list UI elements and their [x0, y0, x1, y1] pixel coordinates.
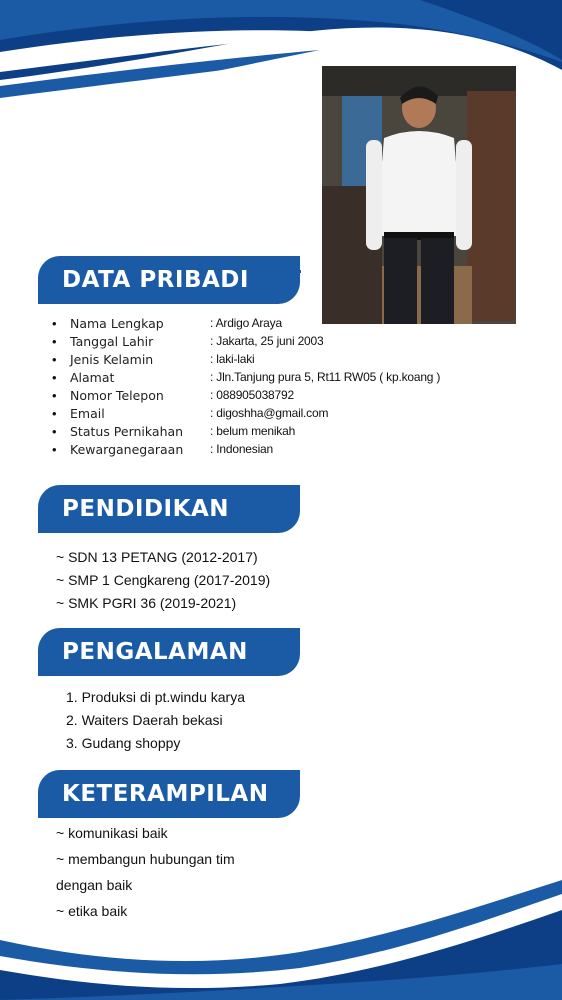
info-row: [52, 368, 532, 386]
list-item: dengan baik: [56, 877, 133, 893]
bullet-icon: •: [52, 405, 57, 421]
info-label: Jenis Kelamin: [70, 351, 154, 367]
bottom-wave-decoration: [0, 860, 562, 1000]
list-item: ~ komunikasi baik: [56, 825, 168, 841]
info-value: : 088905038792: [210, 388, 294, 402]
section-title: KETERAMPILAN: [62, 781, 269, 807]
info-row: [52, 422, 532, 440]
section-title: PENDIDIKAN: [62, 496, 229, 522]
info-label: Kewarganegaraan: [70, 441, 184, 457]
list-item: 3. Gudang shoppy: [66, 735, 181, 751]
section-title: DATA PRIBADI: [62, 267, 249, 293]
info-row: [52, 440, 532, 458]
education-list: [56, 546, 270, 615]
info-value: : Indonesian: [210, 442, 273, 456]
info-value: : laki-laki: [210, 352, 255, 366]
info-label: Status Pernikahan: [70, 423, 184, 439]
section-header-data-pribadi: [38, 256, 300, 304]
info-value: : digoshha@gmail.com: [210, 406, 329, 420]
list-item: ~ etika baik: [56, 903, 128, 919]
info-row: [52, 386, 532, 404]
info-row: [52, 404, 532, 422]
list-item: 2. Waiters Daerah bekasi: [66, 712, 223, 728]
personal-info-list: [52, 314, 532, 458]
bullet-icon: •: [52, 351, 57, 367]
info-value: : belum menikah: [210, 424, 296, 438]
bullet-icon: •: [52, 315, 57, 331]
section-title: PENGALAMAN: [62, 639, 248, 665]
info-label: Alamat: [70, 369, 115, 385]
list-item: ~ SDN 13 PETANG (2012-2017): [56, 549, 258, 565]
section-header-keterampilan: [38, 770, 300, 818]
info-row: [52, 332, 532, 350]
bullet-icon: •: [52, 387, 57, 403]
info-label: Tanggal Lahir: [70, 333, 154, 349]
info-label: Nomor Telepon: [70, 387, 164, 403]
info-label: Email: [70, 405, 105, 421]
bullet-icon: •: [52, 369, 57, 385]
section-header-pendidikan: [38, 485, 300, 533]
info-value: : Jakarta, 25 juni 2003: [210, 334, 324, 348]
bullet-icon: •: [52, 333, 57, 349]
list-item: 1. Produksi di pt.windu karya: [66, 689, 245, 705]
section-header-pengalaman: [38, 628, 300, 676]
info-row: [52, 350, 532, 368]
experience-list: [66, 686, 245, 755]
info-value: : Jln.Tanjung pura 5, Rt11 RW05 ( kp.koang ): [210, 370, 441, 384]
list-item: ~ SMP 1 Cengkareng (2017-2019): [56, 572, 271, 588]
list-item: ~ membangun hubungan tim: [56, 851, 235, 867]
info-row: [52, 314, 532, 332]
profile-photo: [322, 66, 516, 324]
bullet-icon: •: [52, 423, 57, 439]
header-tick-decoration: [296, 270, 301, 273]
info-label: Nama Lengkap: [70, 315, 164, 331]
info-value: : Ardigo Araya: [210, 316, 282, 330]
bullet-icon: •: [52, 441, 57, 457]
list-item: ~ SMK PGRI 36 (2019-2021): [56, 595, 237, 611]
